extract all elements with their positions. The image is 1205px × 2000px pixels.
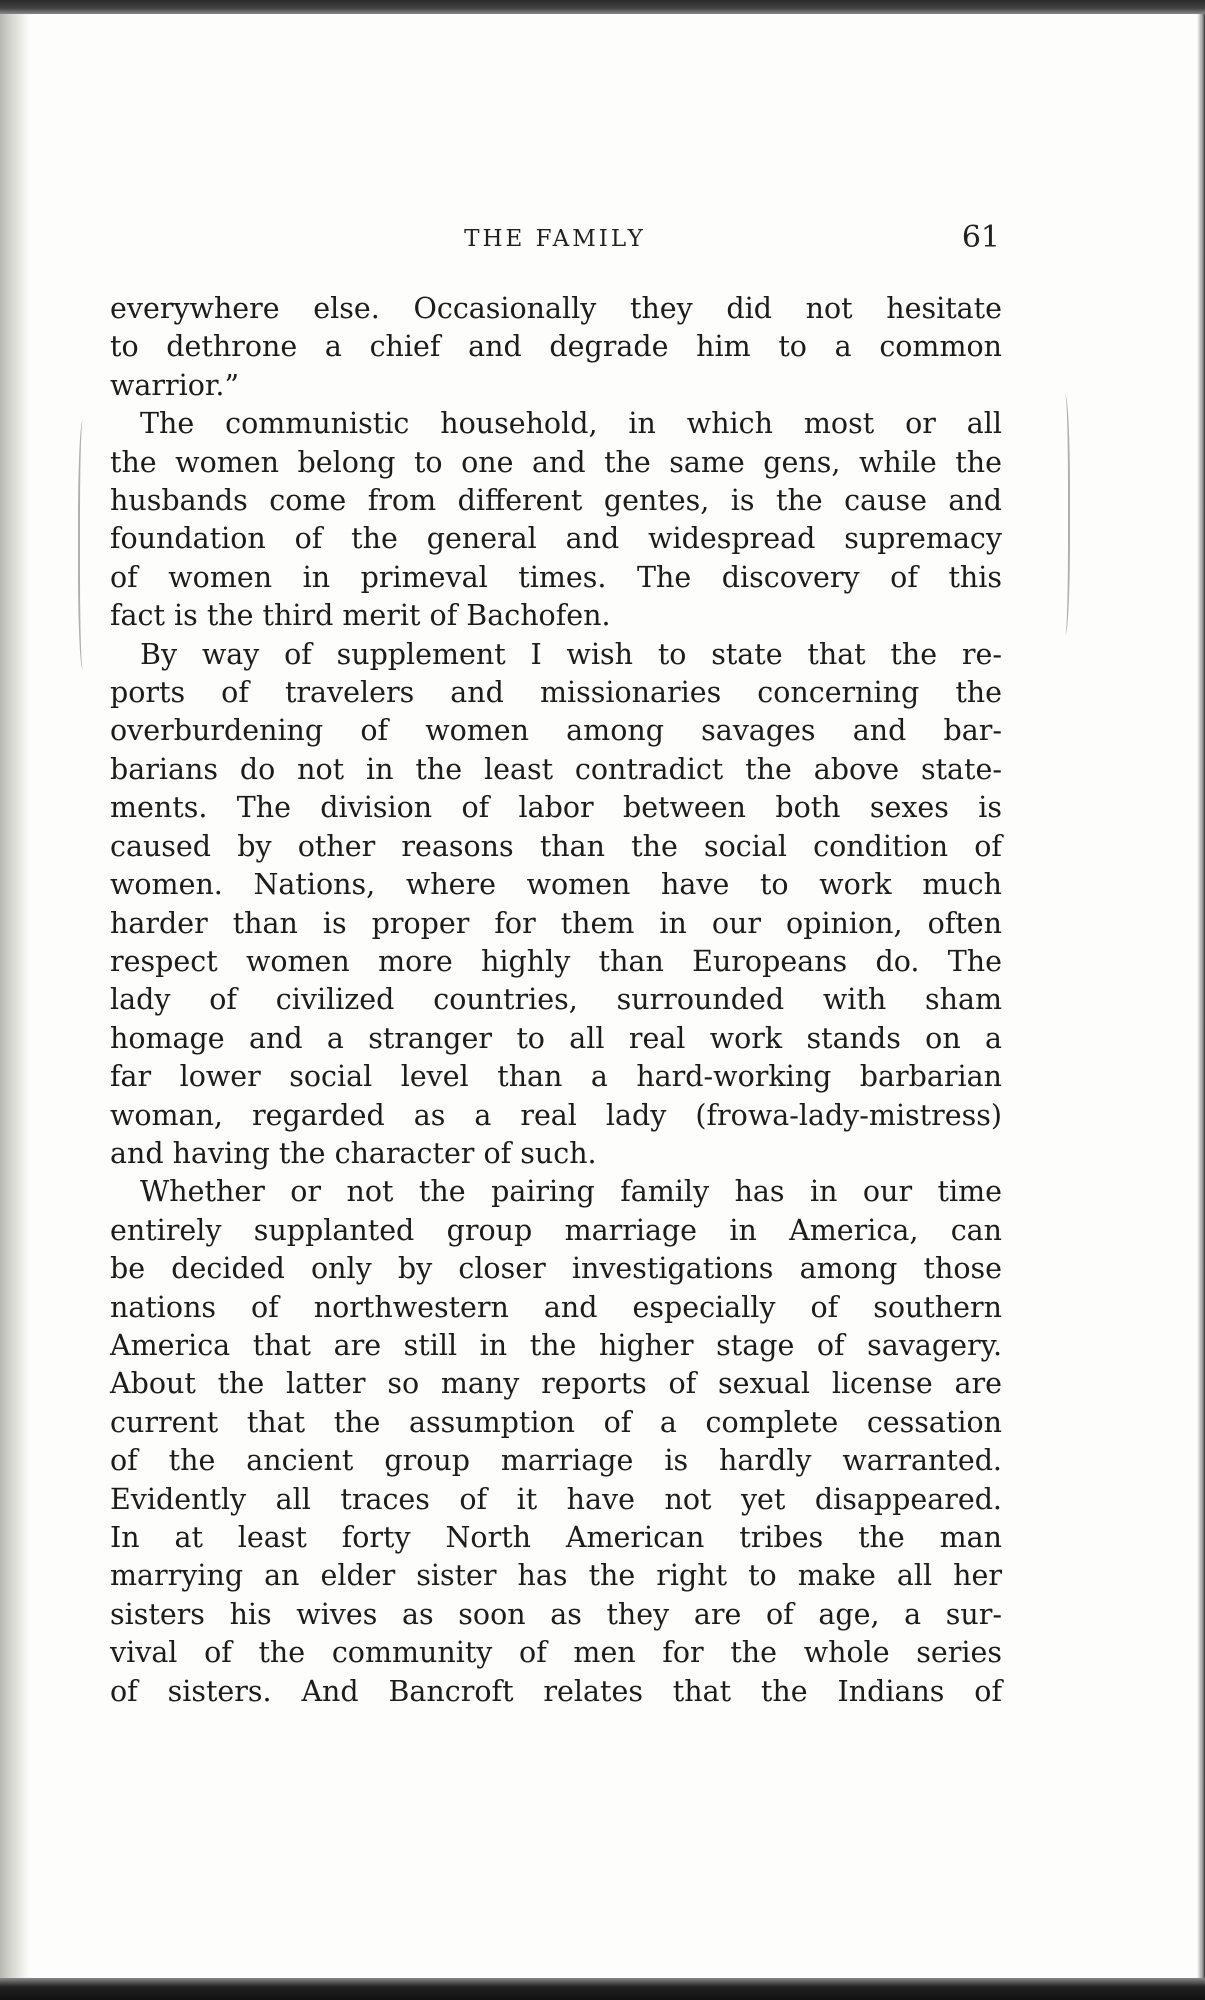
paragraph: [110, 1097, 1002, 1135]
text-line: By way of supplement I wish to state that the re-: [140, 637, 1002, 671]
body-text: [110, 290, 1002, 1711]
text-line: far lower social level than a hard-working barbarian: [110, 1060, 1002, 1094]
text-line: woman, regarded as a real lady (frowa-lady-mistress): [110, 1098, 1002, 1132]
text-line: About the latter so many reports of sexual license are: [110, 1367, 1002, 1401]
paragraph: [110, 1020, 1002, 1058]
paragraph: [110, 674, 1002, 712]
paragraph: [110, 943, 1002, 981]
running-head: THE FAMILY: [464, 226, 646, 252]
page-header: [110, 220, 1000, 260]
paragraph: [110, 1634, 1002, 1672]
paragraph: [110, 1519, 1002, 1557]
text-line: of women in primeval times. The discovery of this: [110, 560, 1002, 594]
text-line: warrior.”: [110, 368, 240, 402]
text-line: overburdening of women among savages and bar-: [110, 714, 1002, 748]
margin-bracket-left: [78, 420, 90, 670]
paragraph: [110, 1173, 1002, 1211]
paragraph: [110, 636, 1002, 674]
text-line: ments. The division of labor between both sexes is: [110, 791, 1002, 825]
page-number: 61: [961, 220, 1000, 255]
text-line: and having the character of such.: [110, 1136, 597, 1170]
paragraph: [110, 905, 1002, 943]
text-line: homage and a stranger to all real work stands on a: [110, 1021, 1002, 1055]
text-line: harder than is proper for them in our opinion, often: [110, 906, 1002, 940]
text-line: sisters his wives as soon as they are of age, a sur-: [110, 1597, 1002, 1631]
paragraph: [110, 444, 1002, 482]
text-line: respect women more highly than Europeans do. The: [110, 944, 1002, 978]
text-line: America that are still in the higher stage of savagery.: [110, 1328, 1002, 1362]
paragraph: [110, 1481, 1002, 1519]
paragraph: [110, 981, 1002, 1019]
text-line: of sisters. And Bancroft relates that the Indians of: [110, 1674, 1002, 1708]
text-line: everywhere else. Occasionally they did not hesitate: [110, 292, 1002, 325]
paragraph: [110, 405, 1002, 443]
paragraph-end: [110, 367, 1002, 405]
text-line: Whether or not the pairing family has in our time: [140, 1175, 1002, 1209]
paragraph: [110, 520, 1002, 558]
paragraph: [110, 712, 1002, 750]
paragraph: [110, 559, 1002, 597]
text-line: to dethrone a chief and degrade him to a common: [110, 330, 1002, 364]
paragraph: [110, 482, 1002, 520]
text-line: lady of civilized countries, surrounded with sham: [110, 983, 1002, 1017]
text-line: fact is the third merit of Bachofen.: [110, 599, 611, 633]
paragraph: [110, 1673, 1002, 1711]
text-line: women. Nations, where women have to work much: [110, 868, 1002, 902]
text-line: foundation of the general and widespread supremacy: [110, 522, 1002, 556]
text-line: the women belong to one and the same gens, while the: [110, 445, 1002, 479]
text-line: marrying an elder sister has the right to make all her: [110, 1559, 1002, 1593]
text-line: nations of northwestern and especially of southern: [110, 1290, 1002, 1324]
scan-edge-left: [0, 14, 30, 1978]
scan-edge-top: [0, 0, 1205, 14]
paragraph: [110, 290, 1002, 367]
paragraph: [110, 1557, 1002, 1595]
paragraph: [110, 828, 1002, 866]
paragraph: [110, 1442, 1002, 1480]
text-line: current that the assumption of a complete cessation: [110, 1405, 1002, 1439]
paragraph: [110, 1404, 1002, 1442]
text-line: of the ancient group marriage is hardly warranted.: [110, 1444, 1002, 1478]
scan-edge-bottom: [0, 1978, 1205, 2000]
text-line: The communistic household, in which most or all: [140, 407, 1002, 441]
text-line: vival of the community of men for the whole series: [110, 1636, 1002, 1670]
paragraph: [110, 1596, 1002, 1634]
text-line: In at least forty North American tribes the man: [110, 1521, 1002, 1554]
text-line: be decided only by closer investigations among those: [110, 1252, 1002, 1286]
paragraph-end: [110, 597, 1002, 635]
text-line: Evidently all traces of it have not yet disappeared.: [110, 1482, 1002, 1516]
paragraph: [110, 1250, 1002, 1288]
paragraph: [110, 866, 1002, 904]
text-line: husbands come from different gentes, is the cause and: [110, 484, 1002, 518]
paragraph: [110, 1365, 1002, 1403]
paragraph: [110, 1212, 1002, 1250]
text-line: ports of travelers and missionaries concerning the: [110, 676, 1002, 710]
paragraph-end: [110, 1135, 1002, 1173]
paragraph: [110, 1289, 1002, 1327]
paragraph: [110, 789, 1002, 827]
paragraph: [110, 1058, 1002, 1096]
text-line: caused by other reasons than the social condition of: [110, 829, 1002, 863]
paragraph: [110, 1327, 1002, 1365]
margin-bracket-right: [1058, 395, 1070, 635]
text-line: barians do not in the least contradict the above state-: [110, 752, 1002, 786]
text-line: entirely supplanted group marriage in America, can: [110, 1213, 1002, 1247]
paragraph: [110, 751, 1002, 789]
scan-edge-right: [1197, 14, 1205, 1978]
